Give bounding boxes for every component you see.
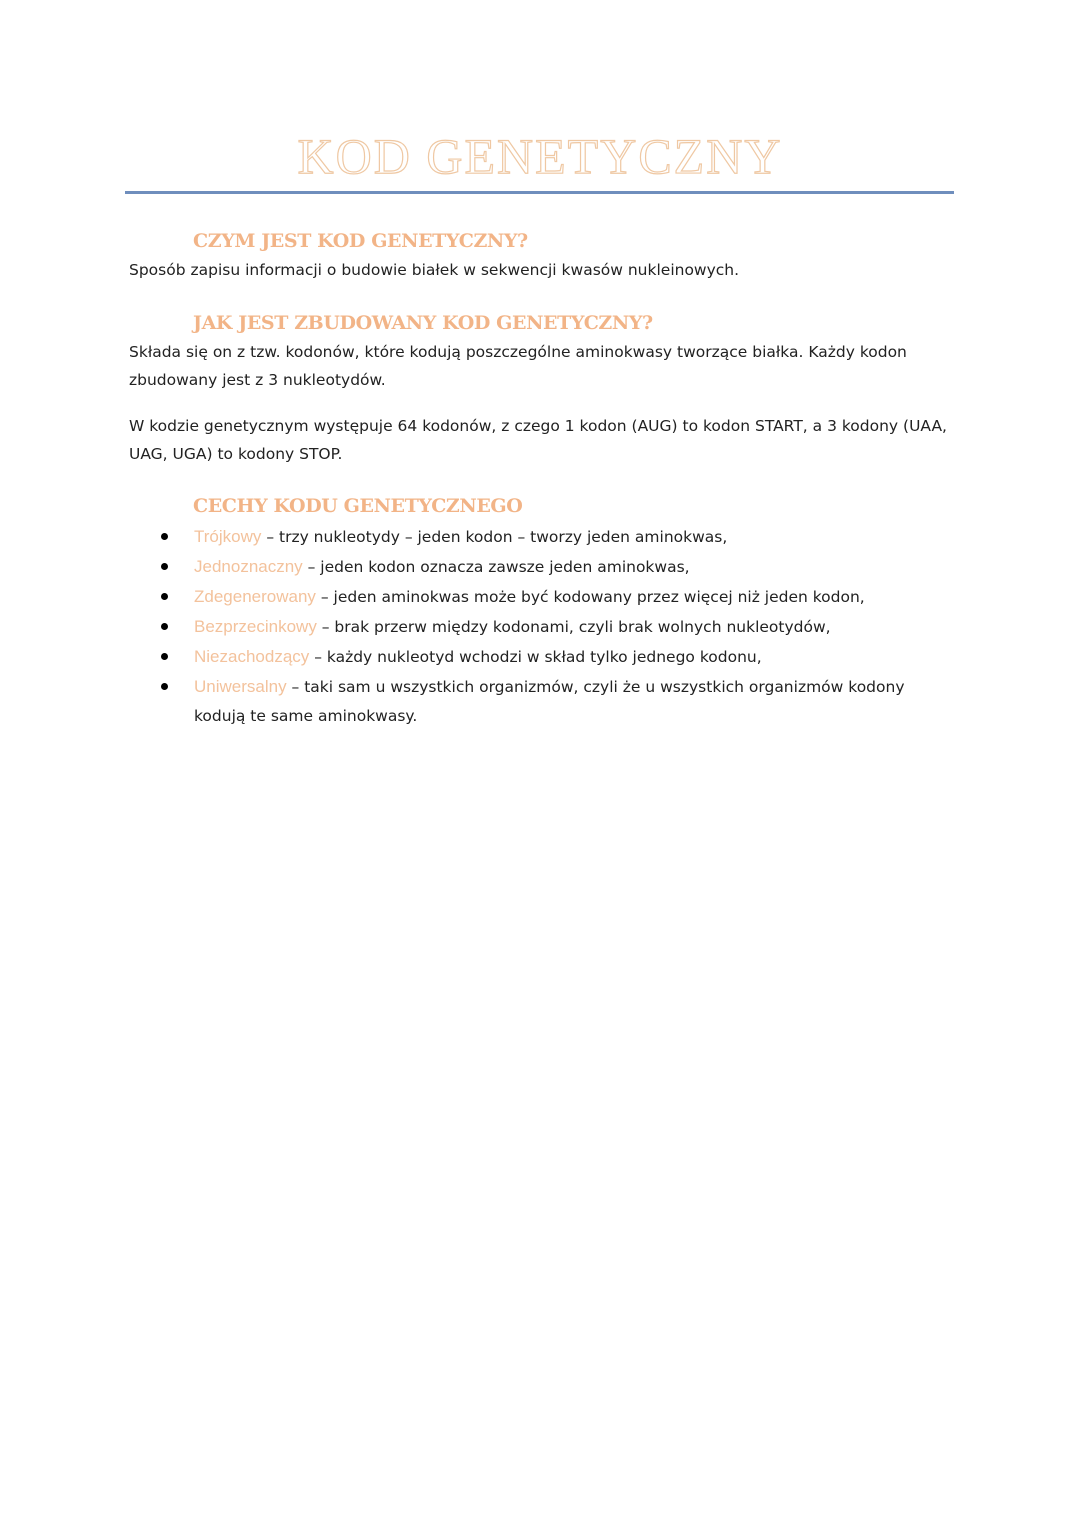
bullet-icon (161, 563, 168, 570)
feature-term: Trójkowy (194, 527, 262, 546)
title-underline (125, 191, 954, 194)
feature-description: – taki sam u wszystkich organizmów, czyli że u wszystkich organizmów kodony kodują te same aminokwasy. (194, 678, 905, 725)
feature-term: Jednoznaczny (194, 557, 303, 576)
section-heading-features: CECHY KODU GENETYCZNEGO (193, 495, 523, 517)
bullet-icon (161, 593, 168, 600)
features-list (0, 522, 954, 731)
feature-description: – każdy nukleotyd wchodzi w skład tylko jednego kodonu, (309, 648, 762, 666)
feature-description: – trzy nukleotydy – jeden kodon – tworzy jeden aminokwas, (261, 528, 728, 546)
section-heading-what-is: CZYM JEST KOD GENETYCZNY? (193, 230, 528, 252)
list-item (0, 612, 954, 642)
feature-term: Bezprzecinkowy (194, 617, 317, 636)
list-item (0, 642, 954, 672)
section-heading-structure: JAK JEST ZBUDOWANY KOD GENETYCZNY? (193, 312, 653, 334)
bullet-icon (161, 623, 168, 630)
list-item (0, 522, 954, 552)
feature-description: – jeden aminokwas może być kodowany przez więcej niż jeden kodon, (315, 588, 865, 606)
feature-term: Uniwersalny (194, 677, 287, 696)
list-item (0, 552, 954, 582)
feature-description: – brak przerw między kodonami, czyli brak wolnych nukleotydów, (316, 618, 831, 636)
bullet-icon (161, 683, 168, 690)
paragraph-definition: Sposób zapisu informacji o budowie białek w sekwencji kwasów nukleinowych. (129, 261, 740, 279)
feature-term: Zdegenerowany (194, 587, 316, 606)
list-item (0, 672, 954, 731)
feature-term: Niezachodzący (194, 647, 310, 666)
bullet-icon (161, 533, 168, 540)
paragraph-structure: Składa się on z tzw. kodonów, które kodują poszczególne aminokwasy tworzące białka. Każdy kodon zbudowany jest z 3 nukleotydów. (129, 343, 907, 389)
list-item (0, 582, 954, 612)
document-title: KOD GENETYCZNY (297, 128, 783, 184)
bullet-icon (161, 653, 168, 660)
feature-description: – jeden kodon oznacza zawsze jeden aminokwas, (302, 558, 690, 576)
paragraph-codon-count: W kodzie genetycznym występuje 64 kodonów, z czego 1 kodon (AUG) to kodon START, a 3 kodony (UAA, UAG, UGA) to kodony STOP. (129, 417, 947, 463)
